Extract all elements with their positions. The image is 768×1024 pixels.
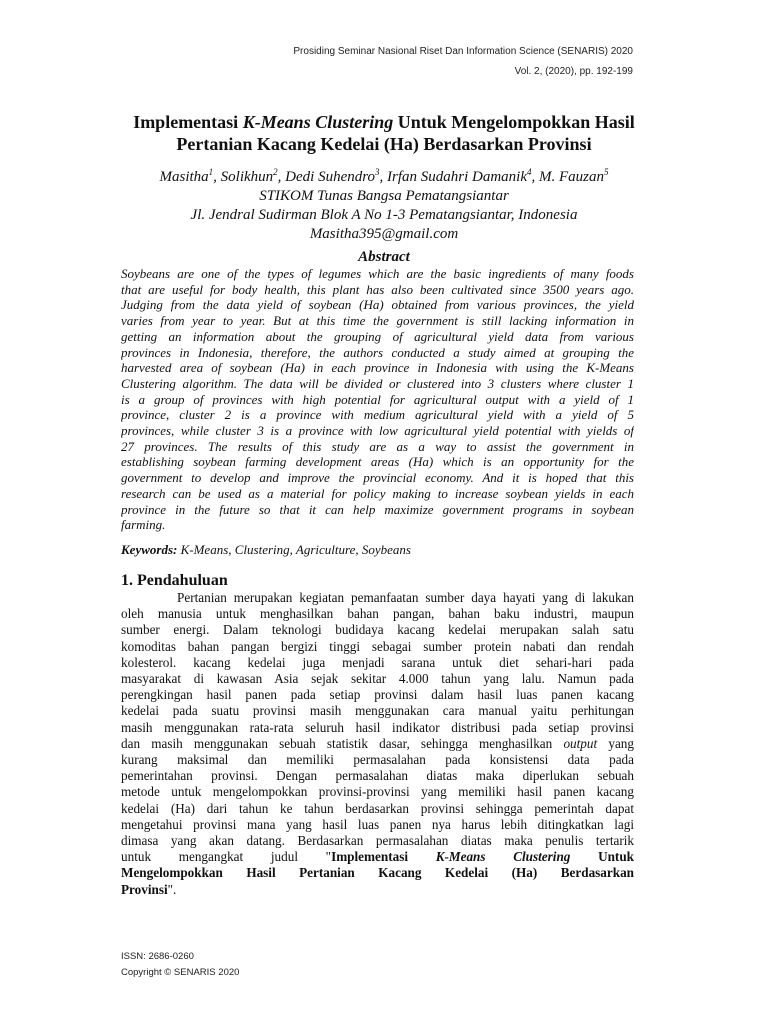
footer-copyright: Copyright © SENARIS 2020: [121, 967, 240, 978]
body-line: dimasa yang akan datang. Berdasarkan permasalahan diatas maka penulis tertarik: [121, 833, 634, 849]
keywords-text: K-Means, Clustering, Agriculture, Soybeans: [177, 542, 411, 557]
body-line: Pertanian merupakan kegiatan pemanfaatan sumber daya hayati yang di lakukan: [121, 590, 634, 605]
body-line: Provinsi".: [121, 881, 177, 897]
header-volume: Vol. 2, (2020), pp. 192-199: [514, 66, 633, 77]
body-line: perengkingan hasil panen pada setiap provinsi dalam hasil luas panen kacang: [121, 687, 634, 703]
body-line: mengetahui provinsi mana yang hasil luas panen nya harus lebih ditingkatkan lagi: [121, 816, 634, 832]
title-line-1: Implementasi K-Means Clustering Untuk Mengelompokkan Hasil: [133, 112, 635, 132]
author-list: Masitha$^1$, Solikhun$^2$, Dedi Suhendro$^3$, Irfan Sudahri Damanik$^4$, M. Fauzan$^5$: [159, 167, 609, 185]
abstract-line: 27 provinces. The results of this study are as a way to assist the government in: [121, 438, 634, 454]
paper-title: [100, 111, 668, 155]
abstract-line: province, cluster 2 is a province with medium agricultural yield with a yield of 5: [121, 407, 634, 423]
footer-issn: ISSN: 2686-0260: [121, 951, 194, 962]
body-line: kedelai pada suatu provinsi masih menggunakan cara manual yaitu perhitungan: [121, 703, 634, 719]
section-heading: 1. Pendahuluan: [121, 572, 228, 589]
body-line: masih menggunakan rata-rata seluruh hasil indikator distribusi pada setiap provinsi: [121, 719, 634, 735]
abstract-line: provinces in Indonesia, therefore, the authors conducted a study aimed at grouping the: [121, 344, 634, 360]
author-address: Jl. Jendral Sudirman Blok A No 1-3 Pematangsiantar, Indonesia: [190, 207, 578, 223]
abstract-body: [121, 266, 634, 533]
section-body: [121, 590, 634, 898]
title-line-2: Pertanian Kacang Kedelai (Ha) Berdasarkan Provinsi: [176, 134, 592, 154]
body-line: sumber energi. Dalam teknologi budidaya kacang kedelai merupakan salah satu: [121, 622, 634, 638]
body-line: kolesterol. kacang kedelai juga menjadi sarana untuk diet sehari-hari pada: [121, 654, 634, 670]
abstract-line: Soybeans are one of the types of legumes which are the basic ingredients of many foods: [121, 266, 634, 281]
abstract-line: is a group of provinces with high potential for agricultural output with a yield of 1: [121, 391, 634, 407]
abstract-line: farming.: [121, 517, 166, 533]
body-line: untuk mengangkat judul "Implementasi K-Means Clustering Untuk: [121, 849, 634, 865]
abstract-line: government to develop and improve the provincial economy. And it is hoped that this: [121, 470, 634, 486]
body-line: masyarakat di kawasan Asia sejak sekitar 4.000 tahun yang lalu. Namun pada: [121, 671, 634, 687]
abstract-line: provinces, while cluster 3 is a province with low agricultural yield potential with yields of: [121, 423, 634, 439]
abstract-line: research can be used as a material for policy making to increase soybean yields in each: [121, 485, 634, 501]
abstract-line: harvested area of soybean (Ha) in each province in Indonesia with using the K-Means: [121, 360, 634, 376]
abstract-line: that are useful for body health, this plant has also been cultivated since 3500 years ago.: [121, 281, 634, 297]
abstract-heading: Abstract: [358, 249, 410, 265]
body-line: kurang maksimal dan memiliki permasalahan pada konsistensi data pada: [121, 752, 634, 768]
abstract-line: Judging from the data yield of soybean (Ha) obtained from various provinces, the yield: [121, 297, 634, 313]
body-line: kedelai (Ha) dari tahun ke tahun berdasarkan provinsi sehingga pemerintah dapat: [121, 800, 634, 816]
abstract-line: establishing soybean farming development areas (Ha) which is an opportunity for the: [121, 454, 634, 470]
body-line: komoditas bahan pangan bergizi tinggi sebagai sumber protein nabati dan rendah: [121, 638, 634, 654]
header-proceedings: Prosiding Seminar Nasional Riset Dan Information Science (SENARIS) 2020: [293, 46, 633, 57]
keywords: [121, 542, 411, 558]
abstract-line: getting an information about the grouping of agricultural yield data from various: [121, 328, 634, 344]
body-line: oleh manusia untuk menghasilkan bahan pangan, bahan baku industri, maupun: [121, 606, 634, 622]
author-email: Masitha395@gmail.com: [309, 226, 459, 242]
author-block: [100, 163, 668, 244]
body-line: metode untuk mengelompokkan provinsi-provinsi yang memiliki hasil panen kacang: [121, 784, 634, 800]
author-institution: STIKOM Tunas Bangsa Pematangsiantar: [259, 188, 509, 204]
body-line: dan masih menggunakan sebuah statistik dasar, sehingga menghasilkan output yang: [121, 735, 634, 751]
keywords-label: Keywords:: [121, 542, 178, 557]
body-line: pemerintahan provinsi. Dengan permasalahan diatas maka diperlukan sebuah: [121, 768, 634, 784]
abstract-line: Clustering algorithm. The data will be divided or clustered into 3 clusters where cluster 1: [121, 375, 634, 391]
abstract-line: varies from year to year. But at this time the government is still lacking information in: [121, 313, 634, 329]
body-line: Mengelompokkan Hasil Pertanian Kacang Kedelai (Ha) Berdasarkan: [121, 865, 634, 881]
abstract-line: province in the future so that it can help maximize government programs in soybean: [121, 501, 634, 517]
